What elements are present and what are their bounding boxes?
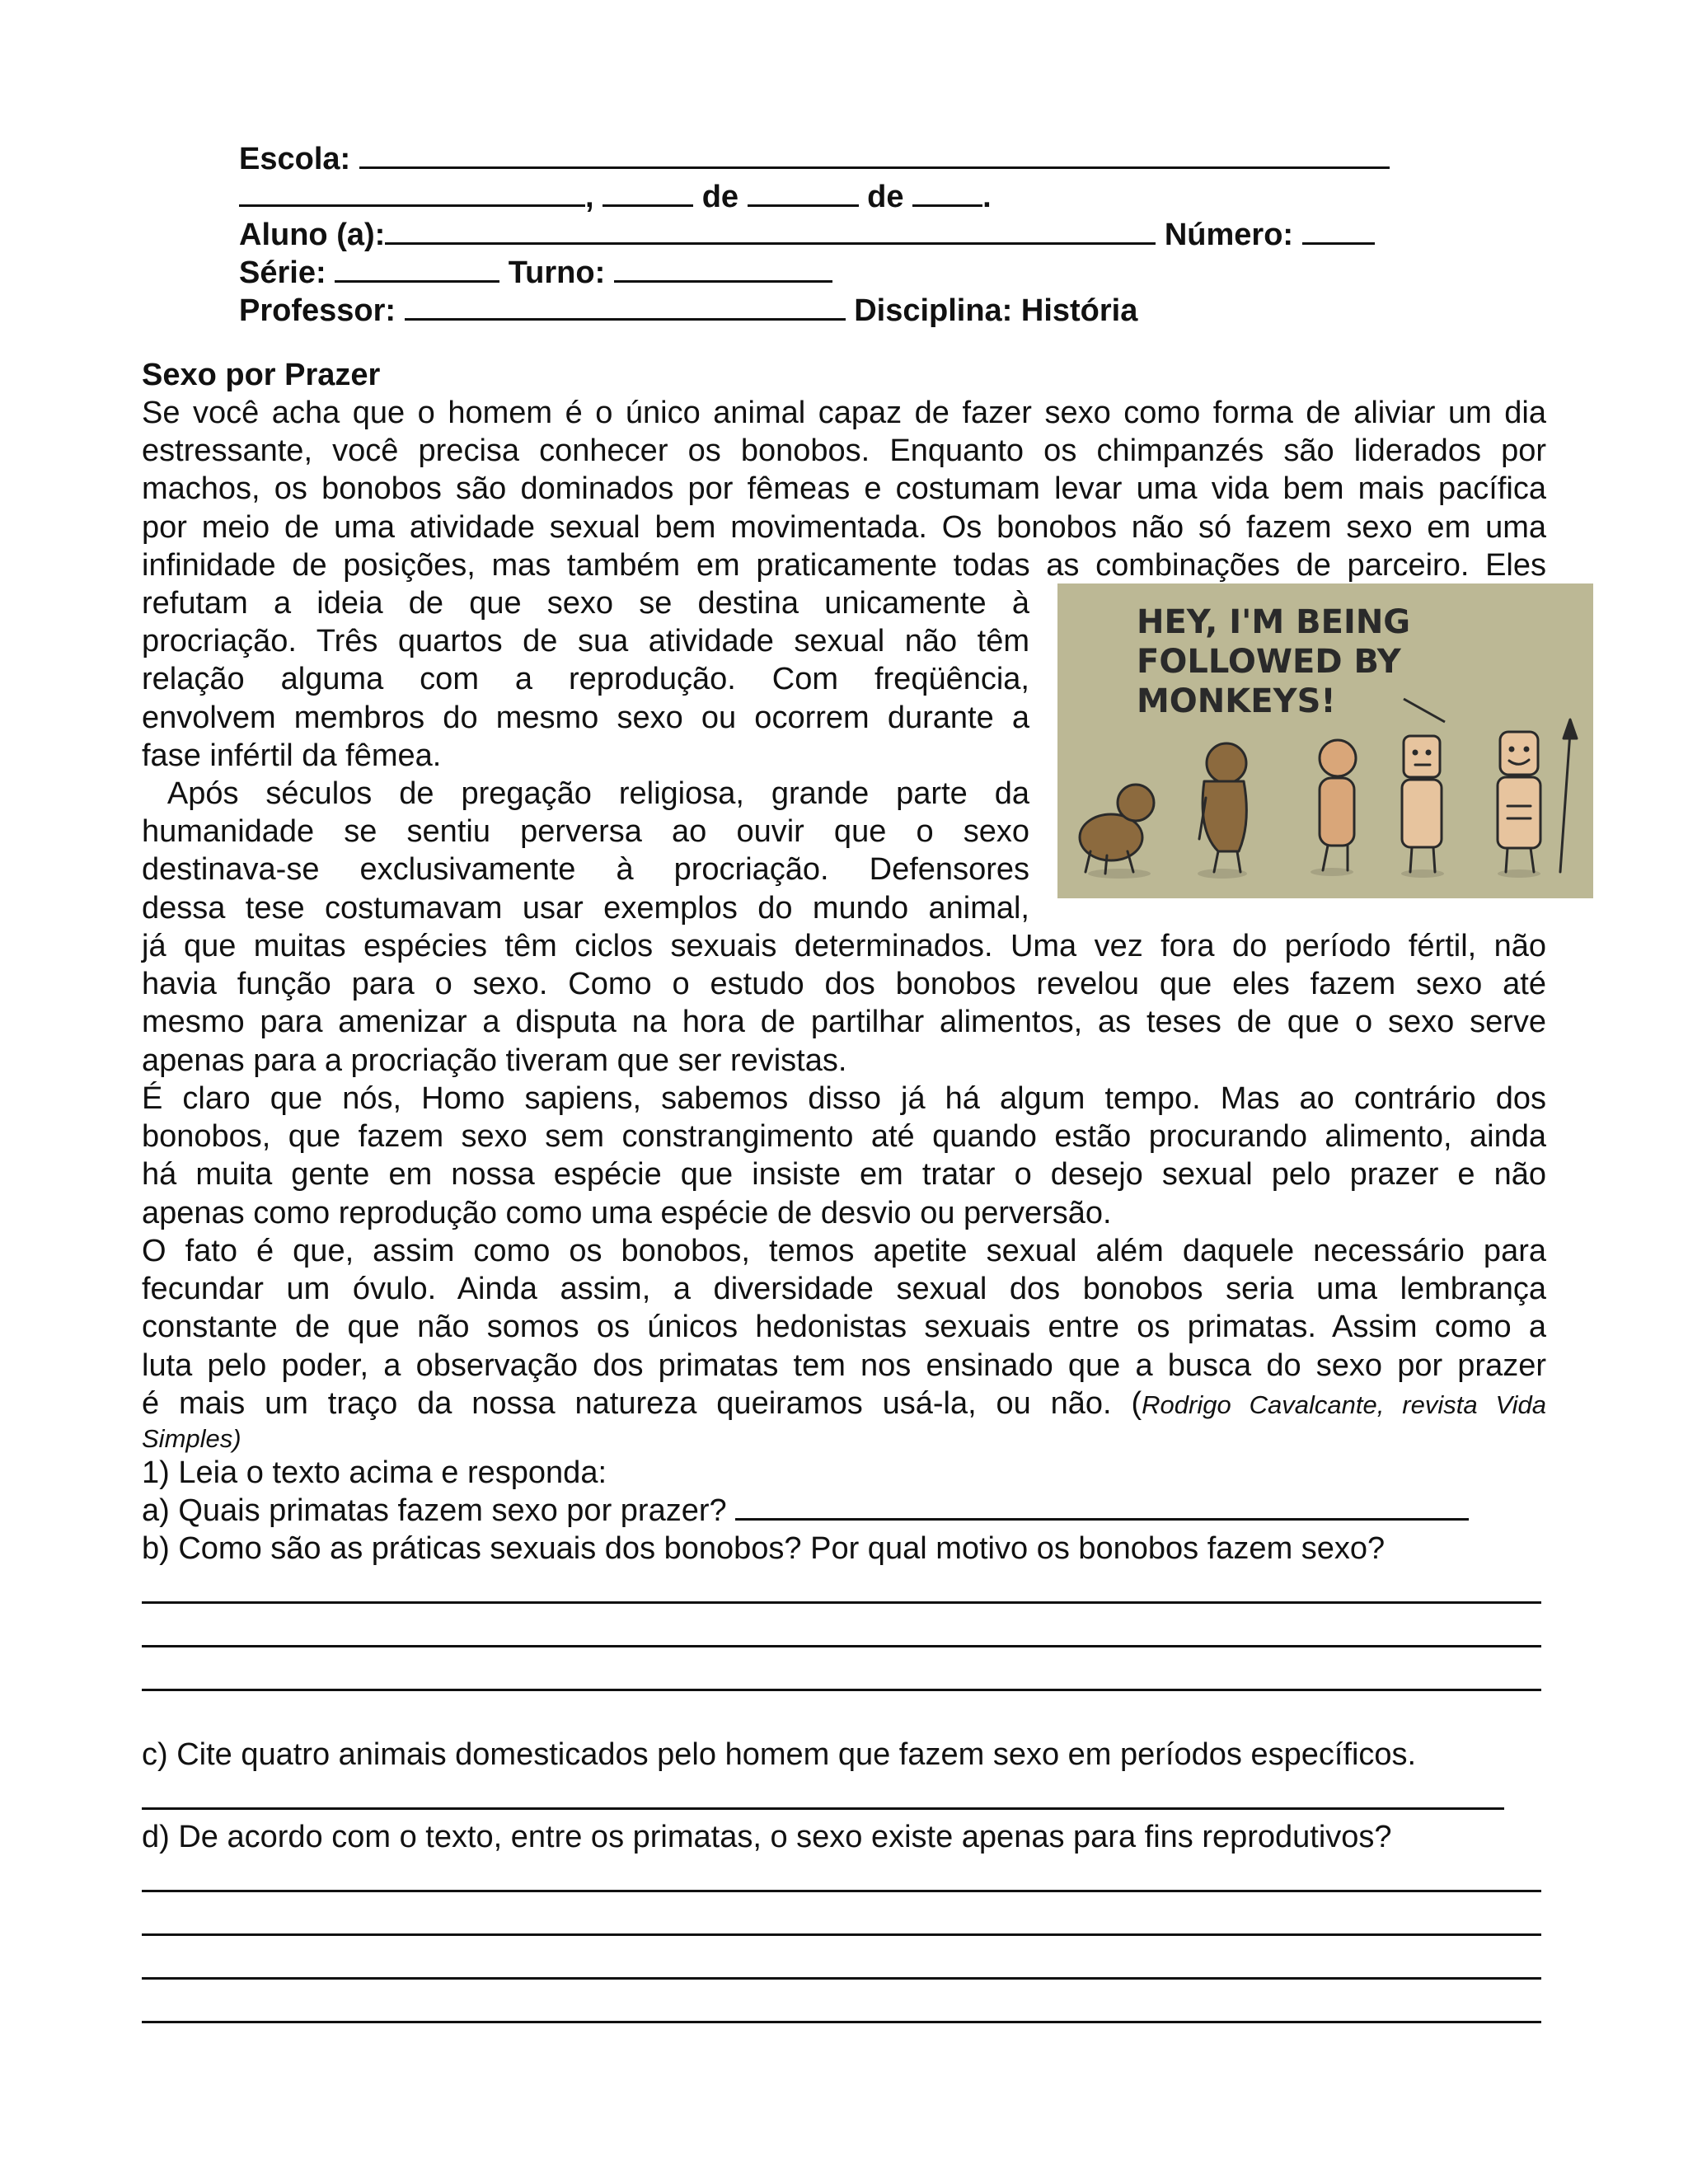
teacher-label: Professor: — [239, 293, 396, 328]
school-blank[interactable] — [359, 142, 1390, 169]
text-line: constante de que não somos os únicos hedonistas sexuais entre os primatas. Assim como a — [142, 1310, 1546, 1345]
text-line: Após séculos de pregação religiosa, grande parte da — [142, 776, 1029, 811]
text-line: fase infértil da fêmea. — [142, 738, 442, 773]
month-blank[interactable] — [748, 180, 859, 207]
number-blank[interactable] — [1302, 218, 1375, 245]
text-line: O fato é que, assim como os bonobos, temos apetite sexual além daquele necessário para — [142, 1234, 1546, 1268]
paragraph-1-narrow — [142, 584, 1029, 775]
answer-b-line-2[interactable] — [142, 1645, 1541, 1647]
text-line: procriação. Três quartos de sua atividade sexual não têm — [142, 624, 1029, 659]
text-line: refutam a ideia de que sexo se destina unicamente à — [142, 586, 1029, 621]
answer-c-line-1[interactable] — [142, 1807, 1504, 1810]
answer-b-line-3[interactable] — [142, 1689, 1541, 1691]
school-label: Escola: — [239, 142, 351, 176]
school-line — [239, 140, 1390, 178]
question-c: c) Cite quatro animais domesticados pelo homem que fazem sexo em períodos específicos. — [142, 1737, 1417, 1772]
question-a-text: a) Quais primatas fazem sexo por prazer? — [142, 1493, 727, 1528]
text-line: apenas como reprodução como uma espécie de desvio ou perversão. — [142, 1195, 1112, 1230]
answer-b-line-1[interactable] — [142, 1601, 1541, 1604]
text-line: dessa tese costumavam usar exemplos do mundo animal, — [142, 890, 1029, 926]
text-line: É claro que nós, Homo sapiens, sabemos disso já há algum tempo. Mas ao contrário dos — [142, 1081, 1546, 1116]
text-line: estressante, você precisa conhecer os bonobos. Enquanto os chimpanzés são liderados por — [142, 434, 1546, 469]
grade-label: Série: — [239, 255, 326, 290]
text-line: por meio de uma atividade sexual bem movimentada. Os bonobos não só fazem sexo em uma — [142, 509, 1546, 545]
number-label: Número: — [1164, 218, 1294, 252]
year-blank[interactable] — [912, 180, 982, 207]
text-line: luta pelo poder, a observação dos primatas tem nos ensinado que a busca do sexo por prazer — [142, 1347, 1546, 1383]
comic-caption-1: HEY, I'M BEING — [1137, 603, 1411, 641]
text-line: apenas para a procriação tiveram que ser revistas. — [142, 1043, 847, 1078]
text-line: havia função para o sexo. Como o estudo dos bonobos revelou que eles fazem sexo até — [142, 967, 1546, 1002]
grade-blank[interactable] — [335, 255, 499, 283]
citation: Rodrigo Cavalcante, revista Vida — [1142, 1390, 1546, 1419]
date-line — [239, 178, 992, 216]
text-line: envolvem membros do mesmo sexo ou ocorrem durante a — [142, 700, 1029, 735]
text-line: mesmo para amenizar a disputa na hora de partilhar alimentos, as teses de que o sexo serve — [142, 1005, 1546, 1040]
de-text-1: de — [701, 180, 739, 214]
answer-d-line-3[interactable] — [142, 1977, 1541, 1980]
text-line — [142, 1385, 1546, 1424]
day-blank[interactable] — [603, 180, 693, 207]
student-label: Aluno (a): — [239, 218, 386, 252]
text-line: bonobos, que fazem sexo sem constrangimento até quando estão procurando alimento, ainda — [142, 1119, 1546, 1155]
citation-continued: Simples) — [142, 1424, 241, 1454]
shift-blank[interactable] — [614, 255, 832, 283]
answer-d-line-4[interactable] — [142, 2021, 1541, 2023]
discipline-label: Disciplina: História — [854, 293, 1138, 328]
text-line: machos, os bonobos são dominados por fêmeas e costumam levar uma vida bem mais pacífica — [142, 471, 1546, 507]
paragraph-2-wide — [142, 927, 1546, 1080]
period-text: . — [982, 180, 992, 214]
question-b: b) Como são as práticas sexuais dos bonobos? Por qual motivo os bonobos fazem sexo? — [142, 1531, 1386, 1566]
paragraph-4 — [142, 1232, 1546, 1454]
text-line: humanidade se sentiu perversa ao ouvir que o sexo — [142, 814, 1029, 850]
comic-caption-2: FOLLOWED BY — [1137, 643, 1401, 681]
final-sentence: é mais um traço da nossa natureza queiramos usá-la, ou não. ( — [142, 1385, 1142, 1421]
question-a — [142, 1492, 1469, 1530]
text-line: destinava-se exclusivamente à procriação. Defensores — [142, 852, 1029, 888]
teacher-line — [239, 292, 1137, 330]
paragraph-3 — [142, 1080, 1546, 1232]
text-line: Se você acha que o homem é o único animal capaz de fazer sexo como forma de aliviar um dia — [142, 396, 1546, 430]
text-line: infinidade de posições, mas também em praticamente todas as combinações de parceiro. Eles — [142, 547, 1546, 583]
student-blank[interactable] — [385, 218, 1156, 245]
answer-d-line-1[interactable] — [142, 1890, 1541, 1892]
shift-label: Turno: — [508, 255, 606, 290]
answer-d-line-2[interactable] — [142, 1933, 1541, 1936]
text-line: há muita gente em nossa espécie que insiste em tratar o desejo sexual pelo prazer e não — [142, 1157, 1546, 1193]
text-line: já que muitas espécies têm ciclos sexuais determinados. Uma vez fora do período fértil, não — [142, 929, 1546, 963]
text-line: fecundar um óvulo. Ainda assim, a diversidade sexual dos bonobos seria uma lembrança — [142, 1272, 1546, 1307]
student-line — [239, 216, 1375, 254]
comic-caption-3: MONKEYS! — [1137, 682, 1336, 720]
text-line: relação alguma com a reprodução. Com freqüência, — [142, 662, 1029, 697]
paragraph-2-narrow — [142, 775, 1029, 927]
question-1: 1) Leia o texto acima e responda: — [142, 1455, 607, 1490]
grade-line — [239, 254, 832, 292]
question-d: d) De acordo com o texto, entre os primatas, o sexo existe apenas para fins reprodutivos? — [142, 1820, 1392, 1854]
comic-image — [1057, 583, 1593, 898]
comma-text: , — [585, 180, 603, 214]
paragraph-1-wide — [142, 394, 1546, 584]
city-blank[interactable] — [239, 180, 585, 207]
teacher-blank[interactable] — [405, 293, 846, 321]
de-text-2: de — [867, 180, 904, 214]
answer-a-blank[interactable] — [735, 1492, 1469, 1521]
article-title: Sexo por Prazer — [142, 358, 381, 392]
